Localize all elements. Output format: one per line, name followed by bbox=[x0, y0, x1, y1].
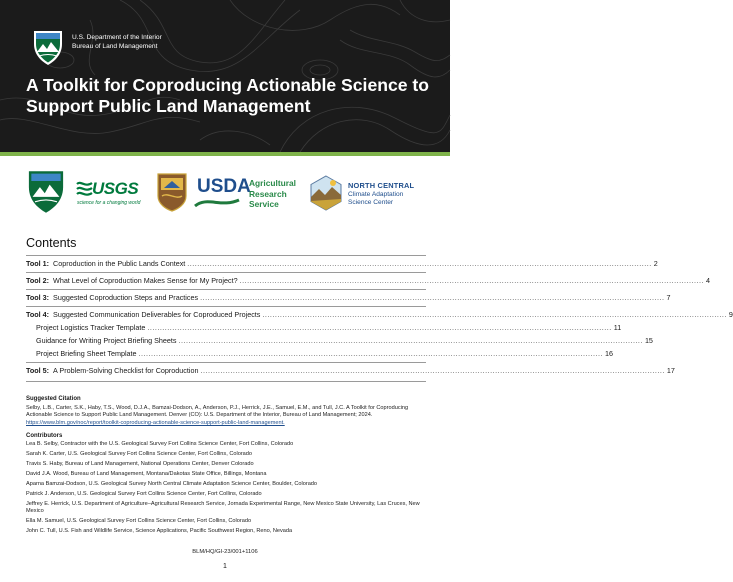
casc-line-1: Climate Adaptation bbox=[348, 191, 404, 198]
toc-tool-number: Tool 1: bbox=[26, 259, 50, 268]
usgs-wave-icon bbox=[77, 180, 92, 198]
toc-page-number: 4 bbox=[706, 276, 711, 285]
contributor-item: Patrick J. Anderson, U.S. Geological Survey Fort Collins Science Center, Fort Collins, Colorado bbox=[26, 491, 262, 497]
toc-leader: .......................................................................................................................................................................................... bbox=[178, 336, 643, 345]
toc-item-label: Guidance for Writing Project Briefing Sheets bbox=[36, 336, 177, 345]
toc-page-number: 16 bbox=[604, 349, 613, 358]
toc-item-label: Coproduction in the Public Lands Context bbox=[53, 259, 186, 268]
agency-line-2: Bureau of Land Management bbox=[72, 42, 158, 50]
toc-divider bbox=[26, 381, 426, 382]
toc-page-number: 17 bbox=[666, 366, 675, 375]
contents-heading: Contents bbox=[26, 236, 77, 250]
contributors-heading: Contributors bbox=[26, 433, 63, 439]
page-number: 1 bbox=[223, 563, 227, 570]
toc-divider bbox=[26, 255, 426, 256]
ars-line-2: Research bbox=[249, 188, 287, 199]
toc-leader: .......................................................................................................................................................................................... bbox=[262, 310, 727, 319]
toc-item-label: What Level of Coproduction Makes Sense for My Project? bbox=[53, 276, 238, 285]
toc-subitem-briefing-guidance[interactable] bbox=[36, 335, 653, 346]
casc-hexagon-icon bbox=[308, 175, 344, 211]
toc-subitem-briefing-template[interactable] bbox=[36, 348, 613, 359]
usda-swoosh-icon bbox=[195, 198, 239, 208]
blm-logo-icon bbox=[27, 170, 65, 214]
toc-divider bbox=[26, 306, 426, 307]
ars-line-1: Agricultural bbox=[249, 178, 296, 188]
citation-body: Selby, L.B., Carter, S.K., Haby, T.S., Wood, D.J.A., Bamzai-Dodson, A., Anderson, P.J., Herrick, J.E., Samuel, E.M., and Tull, J.C. A Toolkit for Coproducing Actionable Science to Support Public Land Management. Denver (CO): U.S. Department of the Interior, Bureau of Land Management; 2024. bbox=[26, 405, 409, 419]
contributor-item: David J.A. Wood, Bureau of Land Management, Montana/Dakotas State Office, Billings, Montana bbox=[26, 471, 267, 477]
toc-item-label: Suggested Coproduction Steps and Practices bbox=[53, 293, 199, 302]
usgs-wordmark: USGS bbox=[92, 179, 139, 198]
toc-tool-number: Tool 4: bbox=[26, 310, 50, 319]
toc-page-number: 2 bbox=[653, 259, 658, 268]
ars-wordmark bbox=[249, 178, 296, 210]
toc-divider bbox=[26, 272, 426, 273]
casc-title: NORTH CENTRAL bbox=[348, 181, 415, 190]
blm-badge-icon bbox=[33, 30, 63, 66]
contributor-item: John C. Tull, U.S. Fish and Wildlife Service, Science Applications, Pacific Southwest Region, Reno, Nevada bbox=[26, 528, 293, 534]
toc-tool-number: Tool 5: bbox=[26, 366, 50, 375]
toc-page-number: 9 bbox=[728, 310, 733, 319]
document-id: BLM/HQ/GI-23/001+1106 bbox=[192, 549, 258, 555]
contributor-item: Jeffrey E. Herrick, U.S. Department of Agriculture–Agricultural Research Service, Jornada Experimental Range, New Mexico State University, Las Cruces, New Mexico bbox=[26, 501, 420, 515]
contributor-item: Ella M. Samuel, U.S. Geological Survey Fort Collins Science Center, Fort Collins, Colorado bbox=[26, 518, 252, 524]
usda-wordmark: USDA bbox=[197, 176, 251, 197]
citation-heading: Suggested Citation bbox=[26, 396, 81, 402]
toc-item-label: Project Briefing Sheet Template bbox=[36, 349, 137, 358]
agency-line-1: U.S. Department of the Interior bbox=[72, 34, 162, 41]
contributor-item: Sarah K. Carter, U.S. Geological Survey Fort Collins Science Center, Fort Collins, Colorado bbox=[26, 451, 253, 457]
toc-leader: .......................................................................................................................................................................................... bbox=[138, 349, 603, 358]
toc-item-tool-2[interactable] bbox=[26, 275, 711, 286]
toc-item-label: Project Logistics Tracker Template bbox=[36, 323, 146, 332]
document-title: A Toolkit for Coproducing Actionable Science to Support Public Land Management bbox=[26, 75, 430, 116]
toc-item-tool-4[interactable] bbox=[26, 309, 733, 320]
toc-leader: .......................................................................................................................................................................................... bbox=[200, 366, 665, 375]
toc-item-tool-5[interactable] bbox=[26, 365, 675, 376]
casc-line-2: Science Center bbox=[348, 199, 394, 207]
usgs-tagline: science for a changing world bbox=[77, 200, 141, 206]
toc-item-label: Suggested Communication Deliverables for Coproduced Projects bbox=[53, 310, 261, 319]
fws-shield-icon bbox=[156, 172, 188, 212]
toc-tool-number: Tool 2: bbox=[26, 276, 50, 285]
casc-subtitle bbox=[348, 191, 403, 207]
toc-leader: .......................................................................................................................................................................................... bbox=[147, 323, 612, 332]
toc-item-tool-1[interactable] bbox=[26, 258, 658, 269]
toc-page-number: 15 bbox=[644, 336, 653, 345]
toc-divider bbox=[26, 289, 426, 290]
agency-name bbox=[72, 34, 162, 51]
contributor-item: Travis S. Haby, Bureau of Land Management, National Operations Center, Denver Colorado bbox=[26, 461, 254, 467]
toc-page-number: 7 bbox=[666, 293, 671, 302]
citation-link[interactable]: https://www.blm.gov/noc/report/toolkit-coproducing-actionable-science-support-public-land-management. bbox=[26, 419, 285, 426]
toc-tool-number: Tool 3: bbox=[26, 293, 50, 302]
contributor-item: Aparna Bamzai-Dodson, U.S. Geological Survey North Central Climate Adaptation Science Center, Boulder, Colorado bbox=[26, 481, 318, 487]
contributor-item: Lea B. Selby, Contractor with the U.S. Geological Survey Fort Collins Science Center, Fort Collins, Colorado bbox=[26, 441, 294, 447]
header-banner bbox=[0, 0, 450, 152]
ars-line-3: Service bbox=[249, 199, 279, 210]
toc-leader: .......................................................................................................................................................................................... bbox=[187, 259, 652, 268]
citation-text bbox=[26, 405, 426, 427]
toc-item-tool-3[interactable] bbox=[26, 292, 671, 303]
toc-item-label: A Problem-Solving Checklist for Coproduction bbox=[53, 366, 199, 375]
header-accent-rule bbox=[0, 152, 450, 156]
toc-divider bbox=[26, 362, 426, 363]
toc-page-number: 11 bbox=[613, 323, 622, 332]
toc-leader: .......................................................................................................................................................................................... bbox=[239, 276, 705, 285]
toc-leader: .......................................................................................................................................................................................... bbox=[200, 293, 665, 302]
toc-subitem-logistics-tracker[interactable] bbox=[36, 322, 622, 333]
